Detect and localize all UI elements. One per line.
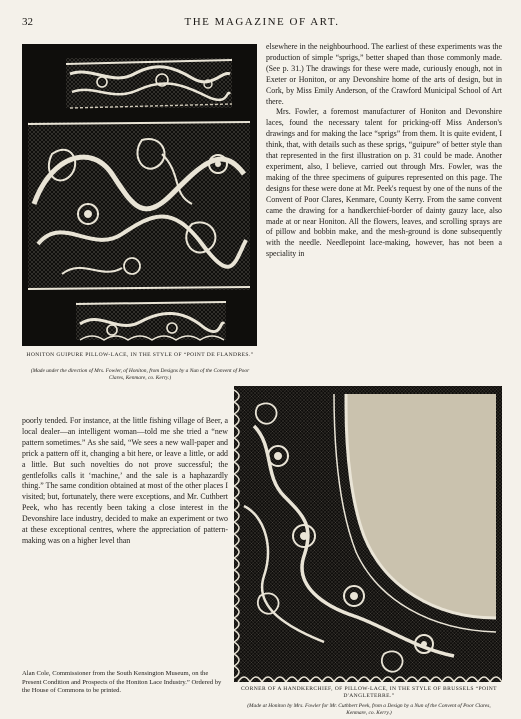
lace-panels-drawing bbox=[22, 44, 257, 346]
lace-band-top bbox=[66, 58, 232, 108]
figure-top-credit: (Made under the direction of Mrs. Fowler, of Honiton, from Designs by a Nun of the Convent of Poor Clares, Kenmare, co. Kerry.) bbox=[30, 368, 250, 381]
lace-band-main bbox=[28, 122, 250, 290]
lace-band-bottom bbox=[76, 302, 226, 340]
guipure-lace-illustration bbox=[22, 44, 257, 346]
right-column-text bbox=[266, 42, 502, 260]
left-column-paragraph: poorly tended. For instance, at the little fishing village of Beer, a local dealer—an intelligent woman—told me she tried a “new pattern sometimes.” As she said, “We sees a new wall-paper and prick a pattern off it, changing a bit here, or leave a little, or add a little. But such novelties do not prove successful; the gentlefolks calls it ‘machine,’ and the sale is a haphazardly thing.” The same condition obtained at most of the other places I visited; but, fortunately, there were exceptions, and Mr. Cuthbert Peek, who has recently been taking a close interest in the Devonshire lace industry, decided to make an experiment or two at these exceptional centres, where the appreciation of pattern-making was on a higher level than bbox=[22, 416, 228, 545]
running-header bbox=[22, 15, 502, 29]
handkerchief-lace-illustration bbox=[234, 386, 502, 682]
right-column-paragraph-1: elsewhere in the neighbourhood. The earliest of these experiments was the production of simple “sprigs,” better shaped than those commonly made. (See p. 31.) The drawings for these were made, curiously enough, not in Exeter or Honiton, or any Devonshire home of the arts of design, but in Cork, by Miss Emily Anderson, of the Crawford Municipal School of Art there. bbox=[266, 42, 502, 106]
figure-top-caption: HONITON GUIPURE PILLOW-LACE, IN THE STYLE OF “POINT DE FLANDRES.” bbox=[26, 352, 254, 358]
figure-bottom-credit: (Made at Honiton by Mrs. Fowler for Mr. Cuthbert Peek, from a Design by a Nun of the Convent of Poor Clares, Kenmare, co. Kerry.) bbox=[247, 703, 491, 716]
right-column-paragraph-2: Mrs. Fowler, a foremost manufacturer of Honiton and Devonshire laces, found the necessary talent for pricking-off Miss Anderson's drawings and for making the lace “sprigs” from them. It is quite evident, I think, that, with details such as these sprigs, “guipure” of better style than that represented in the first illustration on p. 31 could be made. Another experiment, also, I believe, carried out through Mrs. Fowler, was the making of the three specimens of guipures represented on this page. The designs for these were done at Mr. Peek's request by one of the nuns of the Convent of Poor Clares, Kenmare, County Kerry. From the same convent came the drawing for a handkerchief-border of dainty gauzy lace, also made at or near Honiton. All the flowers, leaves, and scrolling sprays are of pillow and bobbin make, and the mesh-ground is done subsequently with the needle. Needlepoint lace-making, however, has not been a speciality in bbox=[266, 107, 502, 259]
figure-bottom-caption: CORNER OF A HANDKERCHIEF, OF PILLOW-LACE, IN THE STYLE OF BRUSSELS “POINT D'ANGLETERRE.” bbox=[241, 686, 497, 699]
page-number: 32 bbox=[22, 16, 33, 28]
left-column-footnote: Alan Cole, Commissioner from the South Kensington Museum, on the Present Condition and Prospects of the Honiton Lace Industry.” Ordered by the House of Commons to be printed. bbox=[22, 670, 222, 695]
handkerchief-corner-drawing bbox=[234, 386, 502, 682]
left-column-text bbox=[22, 416, 228, 547]
running-title: THE MAGAZINE OF ART. bbox=[184, 16, 340, 28]
